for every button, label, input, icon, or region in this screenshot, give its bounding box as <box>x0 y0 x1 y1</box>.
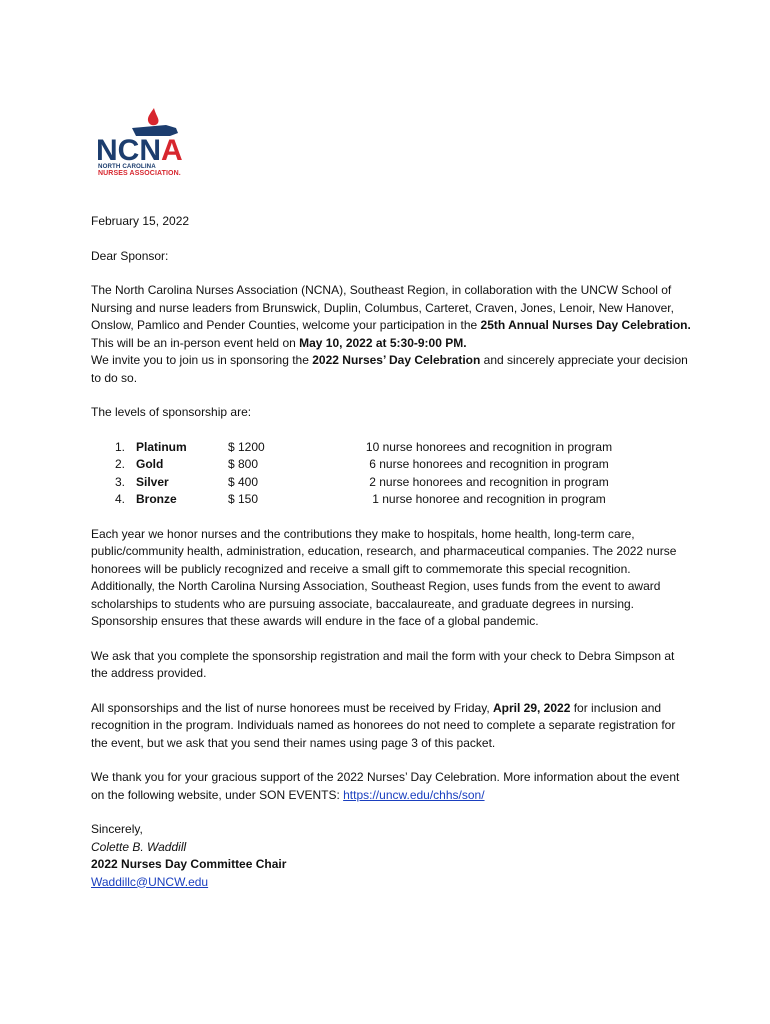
flame-icon <box>148 108 159 125</box>
p1-text-a: The North Carolina Nurses Association (NCNA), Southeast Region, in collaboration with the UNCW School of Nursing and nurse leaders from Brunswick, Duplin, Columbus, Carteret, Craven, Jones, Lenoir, New Hanover, Onslow, Pamlico and Pender Counties, welcome your participation in the <box>91 283 674 332</box>
level-amount: $ 1200 <box>228 439 265 454</box>
signer-title <box>91 856 691 874</box>
salutation: Dear Sponsor: <box>91 248 169 263</box>
level-desc: 10 nurse honorees and recognition in program <box>365 439 613 454</box>
son-events-link[interactable]: https://uncw.edu/chhs/son/ <box>343 787 485 802</box>
letter-date: February 15, 2022 <box>91 214 190 228</box>
level-row <box>91 474 691 492</box>
logo-letters-nc <box>96 134 183 162</box>
paragraph-honor: Each year we honor nurses and the contributions they make to hospitals, home health, long-term care, public/community health, administration, education, research, and pharmaceutical companies. The 2022 nurse honorees will be publicly recognized and receive a small gift to commemorate this special recognition. Additionally, the North Carolina Nursing Association, Southeast Region, uses funds from the event to award scholarships to students who are pursuing associate, baccalaureate, and graduate degrees in nursing. Sponsorship ensures that these awards will endure in the face of a global pandemic. <box>91 526 677 628</box>
logo-letter: A <box>161 134 183 162</box>
level-desc: 2 nurse honorees and recognition in program <box>369 474 609 489</box>
level-number: 4. <box>115 492 126 506</box>
signer-name-text: Colette B. Waddill <box>91 839 187 854</box>
logo-line1: NORTH CAROLINA <box>98 163 156 170</box>
paragraph-deadline <box>91 700 691 753</box>
p1-text-c: This will be an in-person event held on <box>91 335 300 350</box>
signer-email <box>91 874 691 892</box>
level-number: 3. <box>115 474 126 489</box>
paragraph-thanks <box>91 769 691 804</box>
level-desc: 1 nurse honoree and recognition in program <box>372 492 606 506</box>
paragraph-mail: We ask that you complete the sponsorship registration and mail the form with your check to Debra Simpson at the address provided. <box>91 648 675 680</box>
p4-text-c: for inclusion and recognition in the program. Individuals named as honorees do not need to complete a separate registration for the event, but we ask that you send their names using page 3 of this packet. <box>91 700 676 750</box>
level-amount: $ 800 <box>228 457 259 471</box>
level-amount: $ 150 <box>228 492 259 506</box>
p4-text-a: All sponsorships and the list of nurse honorees must be received by Friday, <box>91 700 493 715</box>
signer-name <box>91 839 691 857</box>
level-name: Platinum <box>136 439 187 454</box>
logo-line2: NURSES ASSOCIATION. <box>98 170 181 177</box>
level-desc: 6 nurse honorees and recognition in program <box>369 457 609 471</box>
p1-text-g: and sincerely appreciate your decision to do so. <box>91 353 688 385</box>
paragraph-intro <box>91 282 691 387</box>
ncna-logo <box>96 106 206 186</box>
level-number: 1. <box>115 439 126 454</box>
p1-event-name: 25th Annual Nurses Day Celebration. <box>480 318 691 332</box>
level-amount: $ 400 <box>228 474 259 489</box>
p1-event-date: May 10, 2022 at 5:30-9:00 PM. <box>299 335 467 350</box>
signer-title-text: 2022 Nurses Day Committee Chair <box>91 857 287 871</box>
logo-letter: N <box>96 134 118 162</box>
logo-subtitle <box>98 163 218 177</box>
p5-text-a: We thank you for your gracious support of the 2022 Nurses’ Day Celebration. More information about the event on the following website, under SON EVENTS: <box>91 770 680 802</box>
level-row <box>91 439 691 457</box>
logo-letter: C <box>117 134 140 162</box>
logo-letter: N <box>139 134 162 162</box>
level-name: Gold <box>136 457 164 471</box>
email-link[interactable]: Waddillc@UNCW.edu <box>91 874 209 889</box>
levels-intro: The levels of sponsorship are: <box>91 405 252 419</box>
sponsorship-levels <box>91 439 691 509</box>
level-name: Bronze <box>136 492 177 506</box>
letter-body <box>91 213 691 891</box>
p1-celebration: 2022 Nurses’ Day Celebration <box>312 353 481 367</box>
closing: Sincerely, <box>91 822 143 836</box>
level-row <box>91 456 691 474</box>
level-row <box>91 491 691 509</box>
level-name: Silver <box>136 474 169 489</box>
p1-text-e: We invite you to join us in sponsoring the <box>91 353 313 367</box>
level-number: 2. <box>115 457 126 471</box>
ncna-wordmark <box>96 106 206 162</box>
p4-deadline-date: April 29, 2022 <box>492 700 571 715</box>
